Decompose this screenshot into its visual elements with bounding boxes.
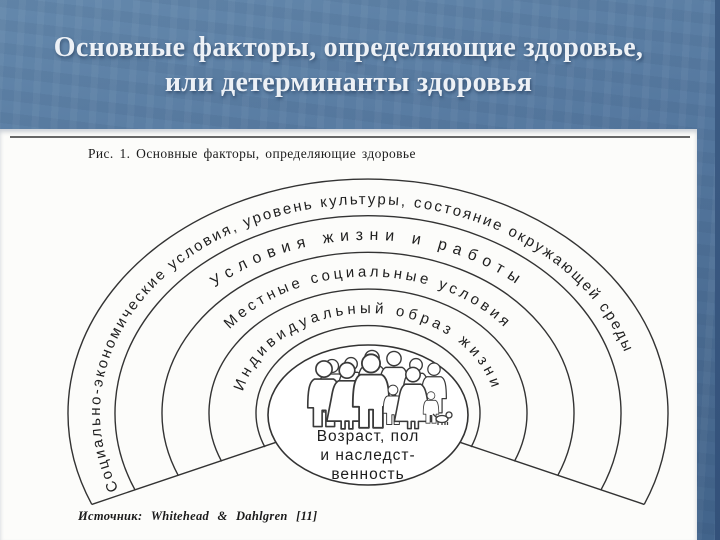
center-label-line-3: венность bbox=[331, 466, 405, 483]
figure-source: Источник: Whitehead & Dahlgren [11] bbox=[78, 509, 318, 523]
ring-3-label: Местные социальные условия bbox=[220, 263, 516, 333]
center-label-line-2: и наследст- bbox=[320, 447, 416, 464]
ring-1-label: Социально-экономические условия, уровень культуры, состояние окружающей среды bbox=[86, 191, 638, 495]
figure-top-rule bbox=[10, 136, 690, 138]
ring-2-label: Условия жизни и работы bbox=[207, 226, 529, 291]
center-label-line-1: Возраст, пол bbox=[316, 428, 420, 445]
title-line-1: Основные факторы, определяющие здоровье, bbox=[53, 32, 644, 63]
determinants-rainbow-diagram bbox=[36, 168, 700, 515]
figure-panel bbox=[0, 129, 697, 540]
slide-title bbox=[0, 30, 697, 100]
center-label bbox=[317, 428, 420, 483]
title-line-2: или детерминанты здоровья bbox=[164, 67, 533, 98]
figure-caption: Рис. 1. Основные факторы, определяющие здоровье bbox=[88, 146, 416, 161]
ring-4-label: Индивидуальный образ жизни bbox=[230, 300, 506, 393]
right-edge-shade bbox=[715, 0, 720, 540]
